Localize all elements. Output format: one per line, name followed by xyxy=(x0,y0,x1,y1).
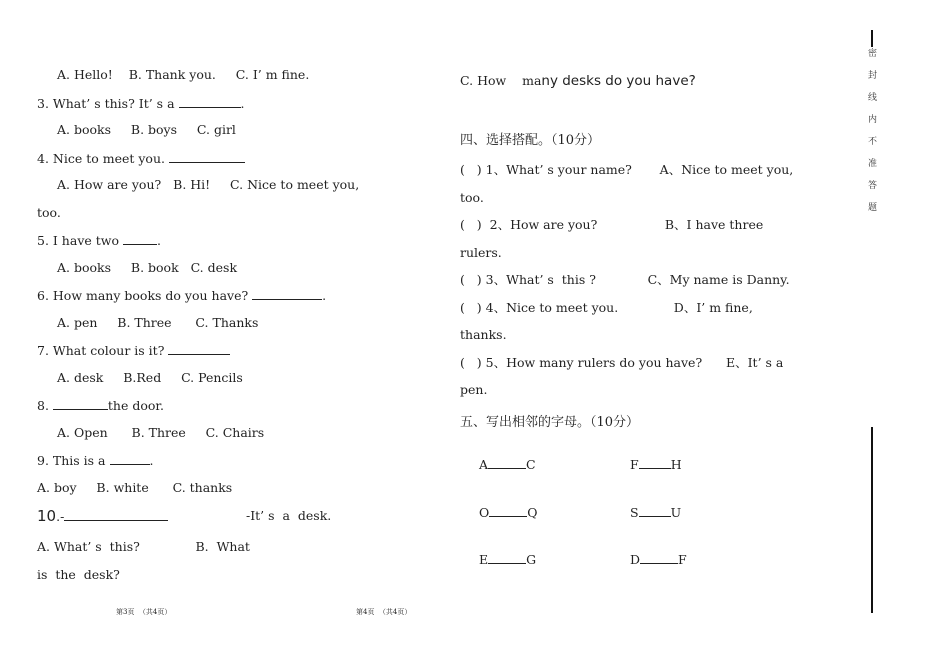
match-item-2: ( ) 2、How are you? B、I have three xyxy=(460,217,764,232)
answer-blank[interactable] xyxy=(169,150,245,163)
letter-blank[interactable] xyxy=(488,456,526,469)
q4-options: A. How are you? B. Hi! C. Nice to meet you, xyxy=(57,177,360,192)
page-footer-right: 第4页 （共4页） xyxy=(356,608,412,616)
section5-title: 五、写出相邻的字母。（10分） xyxy=(460,415,640,430)
letter-blank[interactable] xyxy=(640,551,678,564)
answer-blank[interactable] xyxy=(168,342,230,355)
seal-line-bottom xyxy=(871,427,873,613)
answer-blank[interactable] xyxy=(179,95,241,108)
q5-options: A. books B. book C. desk xyxy=(57,260,238,275)
match-item-3: ( ) 3、What’ s this ? C、My name is Danny. xyxy=(460,272,790,287)
q6-text: 6. How many books do you have? . xyxy=(37,288,327,303)
letter-pair: A C xyxy=(479,457,536,472)
q3-options: A. books B. boys C. girl xyxy=(57,122,236,137)
match-item-2-continuation: rulers. xyxy=(460,245,502,260)
letter-blank[interactable] xyxy=(488,551,526,564)
q7-options: A. desk B.Red C. Pencils xyxy=(57,370,243,385)
answer-blank[interactable] xyxy=(53,397,108,410)
seal-line-top xyxy=(871,30,873,47)
q10-options: A. What’ s this? B. What xyxy=(37,539,250,554)
q4-text: 4. Nice to meet you. xyxy=(37,150,245,167)
q10-answer: -It’ s a desk. xyxy=(246,508,332,523)
letter-pair: F H xyxy=(630,457,682,472)
match-item-5: ( ) 5、How many rulers do you have? E、It’ s a xyxy=(460,355,784,370)
letter-blank[interactable] xyxy=(489,504,527,517)
seal-line-text: 密封线内不准答题 xyxy=(866,48,876,224)
q3-text: 3. What’ s this? It’ s a . xyxy=(37,96,245,111)
letter-pair: S U xyxy=(630,505,682,520)
q5-text: 5. I have two . xyxy=(37,233,161,248)
c-option: C. How many desks do you have? xyxy=(460,73,696,89)
letter-pair: E G xyxy=(479,552,537,567)
q9-text: 9. This is a . xyxy=(37,453,154,468)
q6-options: A. pen B. Three C. Thanks xyxy=(57,315,259,330)
q7-text: 7. What colour is it? xyxy=(37,342,230,359)
q8-options: A. Open B. Three C. Chairs xyxy=(57,425,265,440)
q8-text: 8. the door. xyxy=(37,398,164,413)
q2-options: A. Hello! B. Thank you. C. I’ m fine. xyxy=(57,67,310,82)
q4-continuation: too. xyxy=(37,205,61,220)
answer-blank[interactable] xyxy=(123,232,157,245)
answer-blank[interactable] xyxy=(110,452,150,465)
answer-blank[interactable] xyxy=(252,287,322,300)
letter-pair: D F xyxy=(630,552,687,567)
section4-title: 四、选择搭配。（10分） xyxy=(460,133,601,148)
letter-pair: O Q xyxy=(479,505,538,520)
answer-blank[interactable] xyxy=(64,508,168,521)
letter-blank[interactable] xyxy=(639,504,671,517)
letter-blank[interactable] xyxy=(639,456,671,469)
match-item-1: ( ) 1、What’ s your name? A、Nice to meet you, xyxy=(460,162,794,177)
match-item-1-continuation: too. xyxy=(460,190,484,205)
match-item-4-continuation: thanks. xyxy=(460,327,507,342)
match-item-4: ( ) 4、Nice to meet you. D、I’ m fine, xyxy=(460,300,753,315)
q10-text: 10.- xyxy=(37,508,168,525)
match-item-5-continuation: pen. xyxy=(460,382,488,397)
page-footer-left: 第3页 （共4页） xyxy=(116,608,172,616)
q9-options: A. boy B. white C. thanks xyxy=(37,480,233,495)
q10-continuation: is the desk? xyxy=(37,567,120,582)
